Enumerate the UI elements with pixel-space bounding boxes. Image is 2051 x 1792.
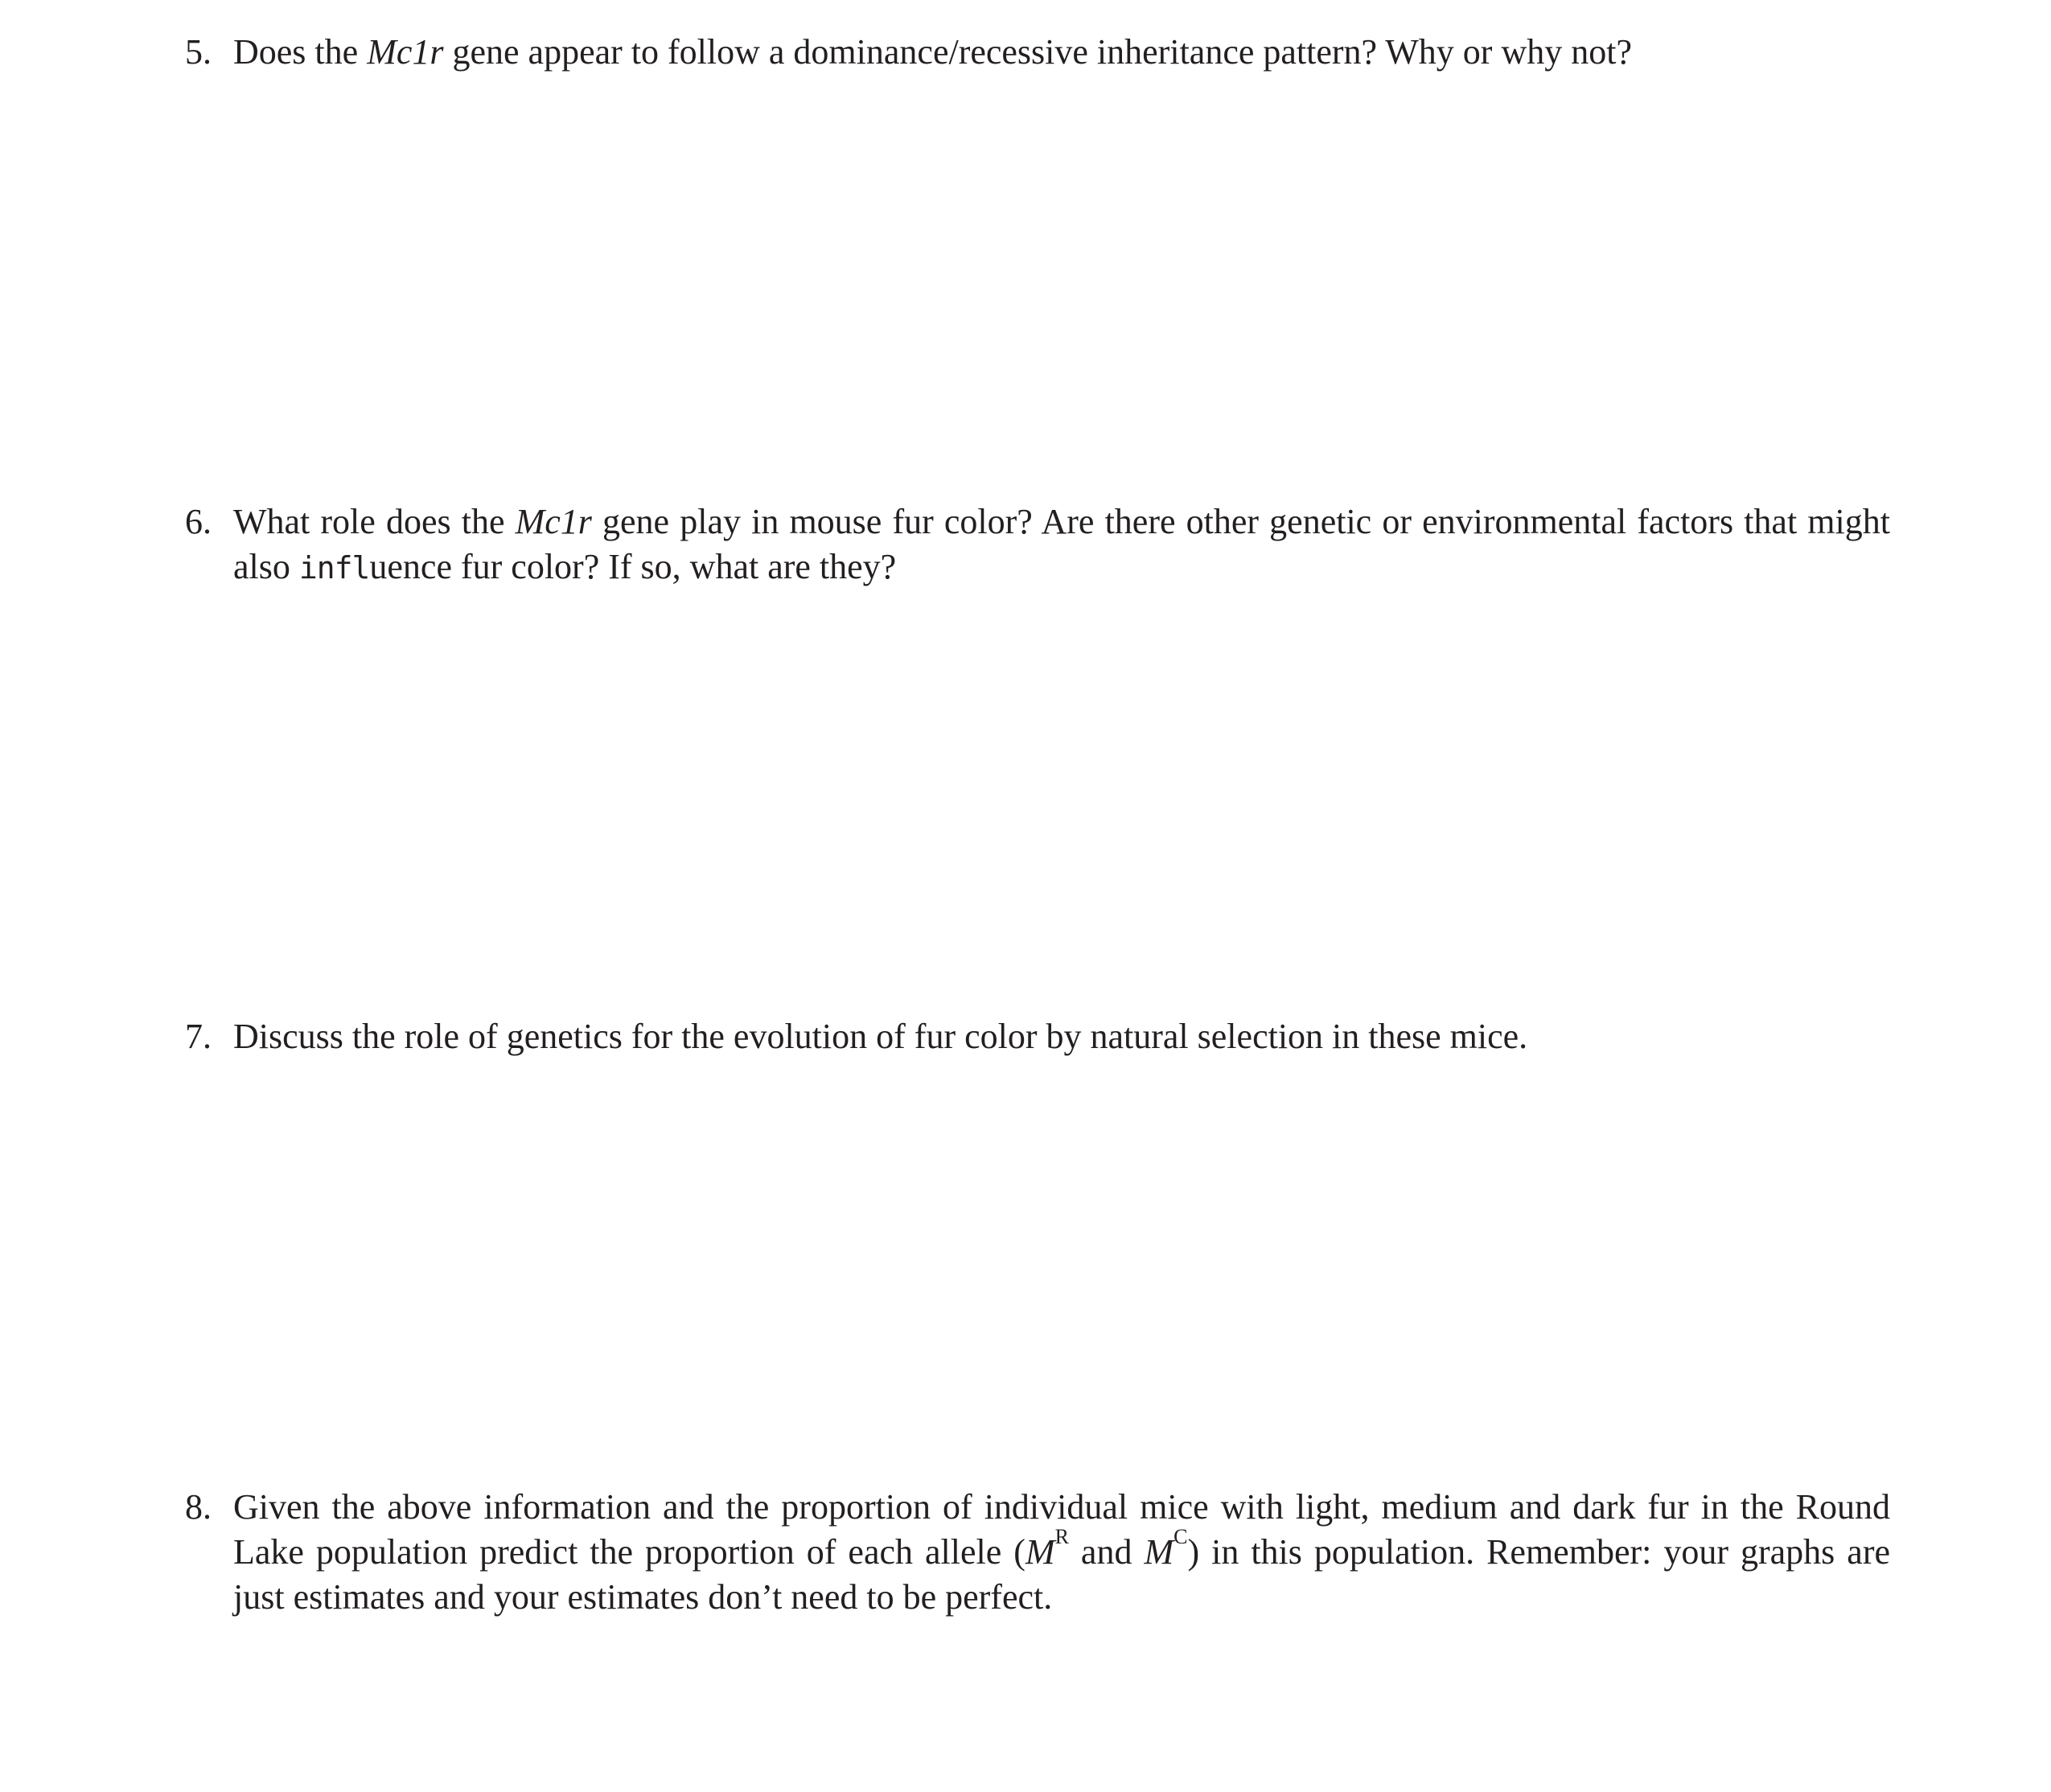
question-7 — [185, 1014, 1890, 1059]
question-text-part: Discuss the role of genetics for the evolution of fur color by natural selection in these mice. — [233, 1017, 1528, 1056]
allele-superscript: R — [1054, 1525, 1069, 1548]
question-number: 5. — [185, 32, 212, 72]
question-text-part: uence fur color? If so, what are they? — [369, 547, 897, 586]
question-text — [233, 1485, 1890, 1620]
gene-name: Mc1r — [515, 502, 592, 541]
question-text-part: ) in this population. Remember: your graphs are just estimates and your estimates don’t need to be perfect. — [233, 1532, 1890, 1617]
question-5 — [185, 30, 1890, 75]
gene-name: Mc1r — [367, 32, 444, 72]
question-text-part: gene play in mouse fur color? Are there other genetic or environmental factors that might also — [233, 502, 1890, 586]
allele-symbol: M — [1025, 1532, 1055, 1572]
question-text-part: Does the — [233, 32, 368, 72]
question-number: 7. — [185, 1017, 212, 1056]
question-text — [233, 30, 1890, 75]
question-8 — [185, 1485, 1890, 1620]
question-text-part: gene appear to follow a dominance/recessive inheritance pattern? Why or why not? — [443, 32, 1632, 72]
question-text — [233, 1014, 1890, 1059]
allele-superscript: C — [1173, 1525, 1188, 1548]
allele-symbol: M — [1144, 1532, 1174, 1572]
question-number: 8. — [185, 1487, 212, 1527]
question-text-part: and — [1068, 1532, 1145, 1572]
question-text-part: Given the above information and the proportion of individual mice with light, medium and dark fur in the Round Lake population predict the proportion of each allele ( — [233, 1487, 1890, 1572]
question-6 — [185, 499, 1890, 590]
ligature-fallback-text: infl — [298, 550, 370, 586]
question-text — [233, 499, 1890, 590]
question-text-part: What role does the — [233, 502, 516, 541]
question-number: 6. — [185, 502, 212, 541]
